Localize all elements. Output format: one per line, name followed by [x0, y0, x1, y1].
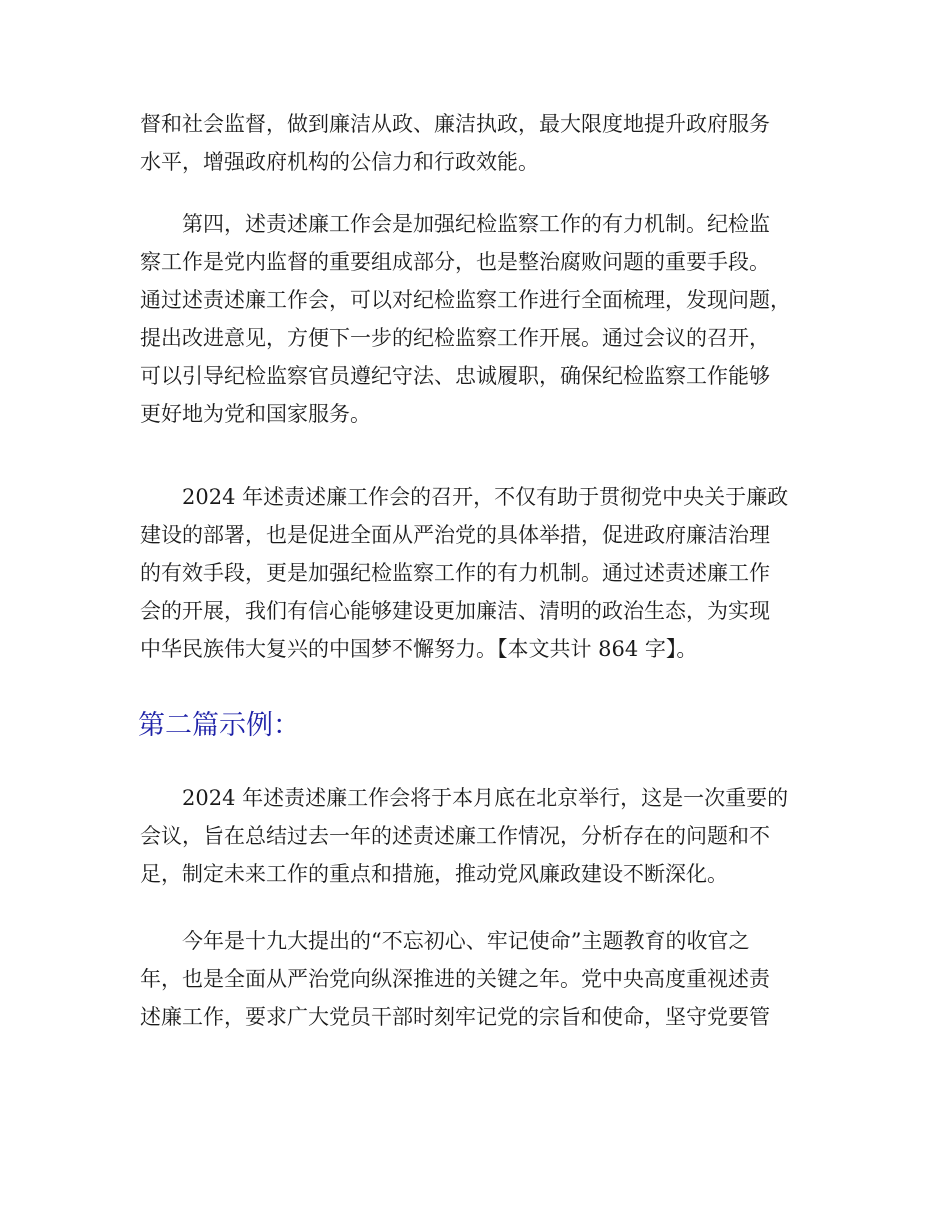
text-line: 年，也是全面从严治党向纵深推进的关键之年。党中央高度重视述责	[140, 967, 770, 991]
paragraph-4	[140, 779, 840, 893]
text-line: 述廉工作，要求广大党员干部时刻牢记党的宗旨和使命，坚守党要管	[140, 1005, 770, 1029]
text-line: 今年是十九大提出的“不忘初心、牢记使命”主题教育的收官之	[140, 929, 750, 953]
paragraph-5	[140, 922, 840, 1036]
text-line: 通过述责述廉工作会，可以对纪检监察工作进行全面梳理，发现问题，	[140, 288, 791, 312]
text-line: 提出改进意见，方便下一步的纪检监察工作开展。通过会议的召开，	[140, 326, 770, 350]
text-line: 第四，述责述廉工作会是加强纪检监察工作的有力机制。纪检监	[140, 212, 770, 236]
text-line: 会议，旨在总结过去一年的述责述廉工作情况，分析存在的问题和不	[140, 824, 770, 848]
text-line: 2024 年述责述廉工作会将于本月底在北京举行，这是一次重要的	[140, 786, 789, 810]
paragraph-3	[140, 478, 840, 668]
text-line: 察工作是党内监督的重要组成部分，也是整治腐败问题的重要手段。	[140, 250, 770, 274]
text-line: 更好地为党和国家服务。	[140, 402, 371, 426]
text-line: 的有效手段，更是加强纪检监察工作的有力机制。通过述责述廉工作	[140, 561, 770, 585]
paragraph-2	[140, 205, 840, 433]
text-line: 建设的部署，也是促进全面从严治党的具体举措，促进政府廉洁治理	[140, 523, 770, 547]
text-line: 水平，增强政府机构的公信力和行政效能。	[140, 150, 539, 174]
text-line: 中华民族伟大复兴的中国梦不懈努力。【本文共计 864 字】。	[140, 637, 698, 661]
text-line: 督和社会监督，做到廉洁从政、廉洁执政，最大限度地提升政府服务	[140, 112, 770, 136]
text-line: 足，制定未来工作的重点和措施，推动党风廉政建设不断深化。	[140, 862, 728, 886]
paragraph-1	[140, 105, 840, 181]
text-line: 会的开展，我们有信心能够建设更加廉洁、清明的政治生态，为实现	[140, 599, 770, 623]
text-line: 可以引导纪检监察官员遵纪守法、忠诚履职，确保纪检监察工作能够	[140, 364, 770, 388]
section-heading: 第二篇示例：	[138, 710, 300, 741]
text-line: 2024 年述责述廉工作会的召开，不仅有助于贯彻党中央关于廉政	[140, 485, 789, 509]
